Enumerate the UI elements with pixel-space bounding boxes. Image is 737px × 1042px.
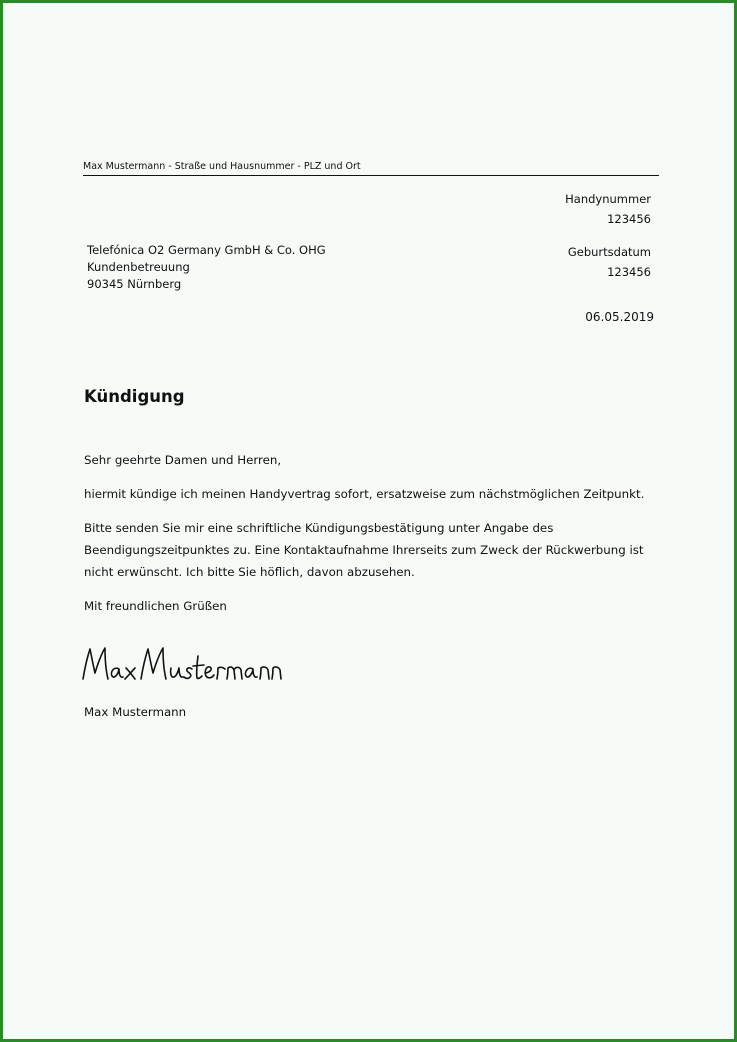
- phone-value: 123456: [607, 212, 651, 226]
- letter-date: 06.05.2019: [585, 310, 654, 324]
- recipient-city: 90345 Nürnberg: [87, 277, 182, 291]
- body-paragraph-2: Bitte senden Sie mir eine schriftliche Kündigungsbestätigung unter Angabe des Beendigungszeitpunktes zu. Eine Kontaktaufnahme Ihrerseits zum Zweck der Rückwerbung ist nicht erwünscht. Ich bitte Sie höflich, davon abzusehen.: [84, 521, 644, 579]
- birthdate-label: Geburtsdatum: [567, 245, 651, 259]
- signer-name: Max Mustermann: [84, 705, 187, 719]
- handwritten-signature: [79, 639, 289, 687]
- birthdate-info: [568, 242, 651, 282]
- salutation: Sehr geehrte Damen und Herren,: [84, 453, 282, 467]
- recipient-address: [87, 242, 326, 293]
- recipient-department: Kundenbetreuung: [87, 260, 190, 274]
- phone-label: Handynummer: [565, 192, 651, 206]
- recipient-company: Telefónica O2 Germany GmbH & Co. OHG: [87, 243, 326, 257]
- closing: Mit freundlichen Grüßen: [84, 599, 227, 613]
- letter-subject: Kündigung: [84, 387, 185, 406]
- phone-info: [565, 189, 651, 229]
- body-paragraph-1: hiermit kündige ich meinen Handyvertrag sofort, ersatzweise zum nächstmöglichen Zeitpunkt.: [84, 487, 645, 501]
- letter-body: [84, 449, 664, 629]
- sender-address-line: Max Mustermann - Straße und Hausnummer - PLZ und Ort: [83, 161, 659, 176]
- birthdate-value: 123456: [607, 265, 651, 279]
